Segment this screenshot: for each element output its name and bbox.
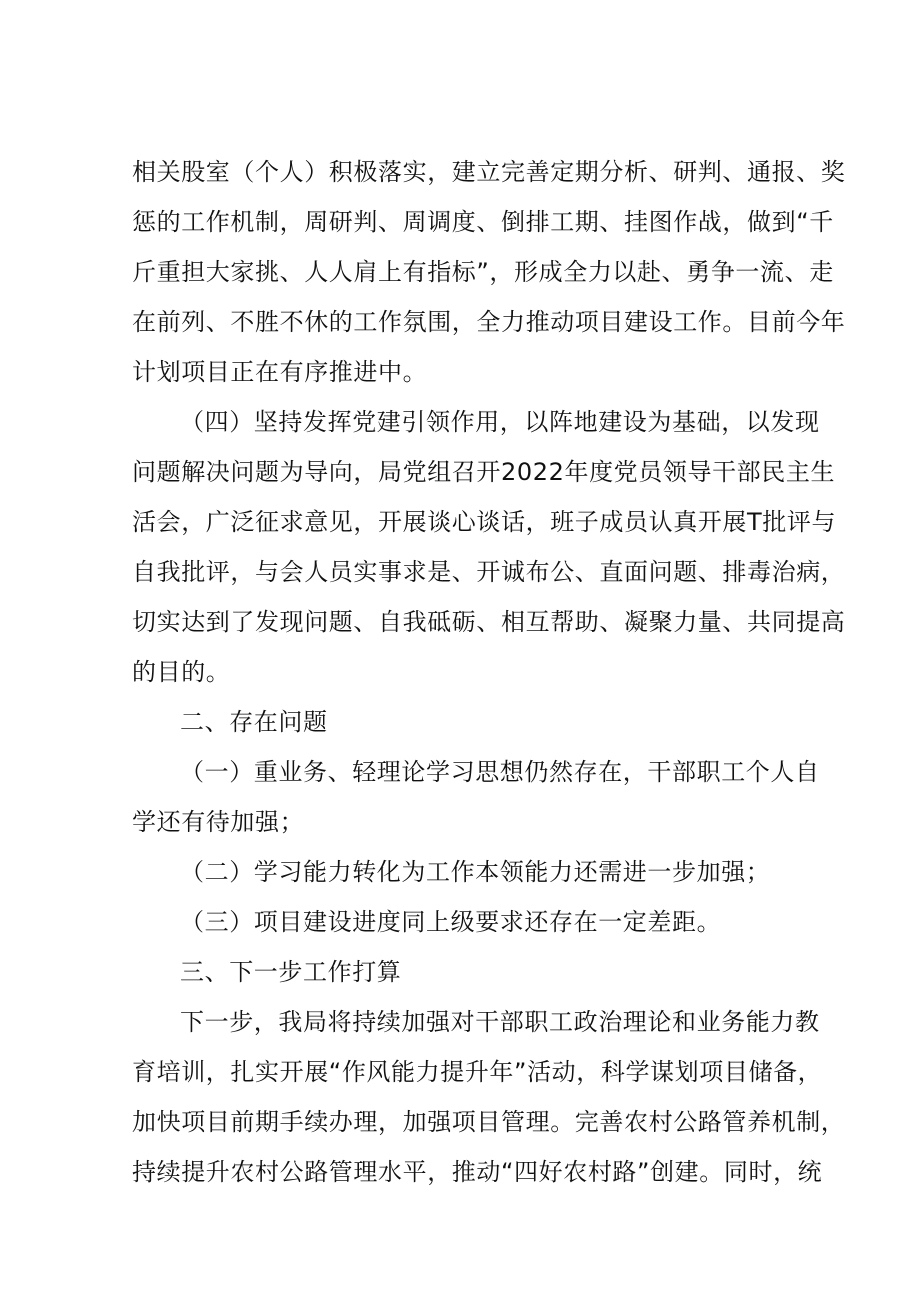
paragraph-line: 学还有待加强； xyxy=(132,808,305,836)
paragraph-line: 育培训，扎实开展“作风能力提升年”活动，科学谋划项目储备， xyxy=(132,1058,823,1086)
paragraph-line: 的目的。 xyxy=(132,658,231,686)
section-heading-problems: 二、存在问题 xyxy=(180,708,328,736)
paragraph-line: 自我批评，与会人员实事求是、开诚布公、直面问题、排毒治病， xyxy=(132,558,846,586)
problem-item-1: （一）重业务、轻理论学习思想仍然存在，干部职工个人自 xyxy=(180,758,820,786)
section-four-heading-line: （四）坚持发挥党建引领作用，以阵地建设为基础，以发现 xyxy=(180,408,820,436)
paragraph-line: 加快项目前期手续办理，加强项目管理。完善农村公路管养机制， xyxy=(132,1108,846,1136)
paragraph-first-line: 下一步，我局将持续加强对干部职工政治理论和业务能力教 xyxy=(180,1008,820,1036)
problem-item-3: （三）项目建设进度同上级要求还存在一定差距。 xyxy=(180,908,722,936)
paragraph-line: 切实达到了发现问题、自我砥砺、相互帮助、凝聚力量、共同提高 xyxy=(132,608,846,636)
paragraph-line: 斤重担大家挑、人人肩上有指标”，形成全力以赴、勇争一流、走 xyxy=(132,258,834,286)
paragraph-line: 相关股室（个人）积极落实，建立完善定期分析、研判、通报、奖 xyxy=(132,158,846,186)
section-heading-next-steps: 三、下一步工作打算 xyxy=(180,958,402,986)
paragraph-line: 惩的工作机制，周研判、周调度、倒排工期、挂图作战，做到“千 xyxy=(132,208,834,236)
paragraph-line: 在前列、不胜不休的工作氛围，全力推动项目建设工作。目前今年 xyxy=(132,308,846,336)
paragraph-line: 活会，广泛征求意见，开展谈心谈话，班子成员认真开展T批评与 xyxy=(132,508,837,536)
problem-item-2: （二）学习能力转化为工作本领能力还需进一步加强； xyxy=(180,858,771,886)
paragraph-line: 计划项目正在有序推进中。 xyxy=(132,358,428,386)
paragraph-line: 持续提升农村公路管理水平，推动“四好农村路”创建。同时，统 xyxy=(132,1158,823,1186)
paragraph-line: 问题解决问题为导向，局党组召开2022年度党员领导干部民主生 xyxy=(132,458,836,486)
